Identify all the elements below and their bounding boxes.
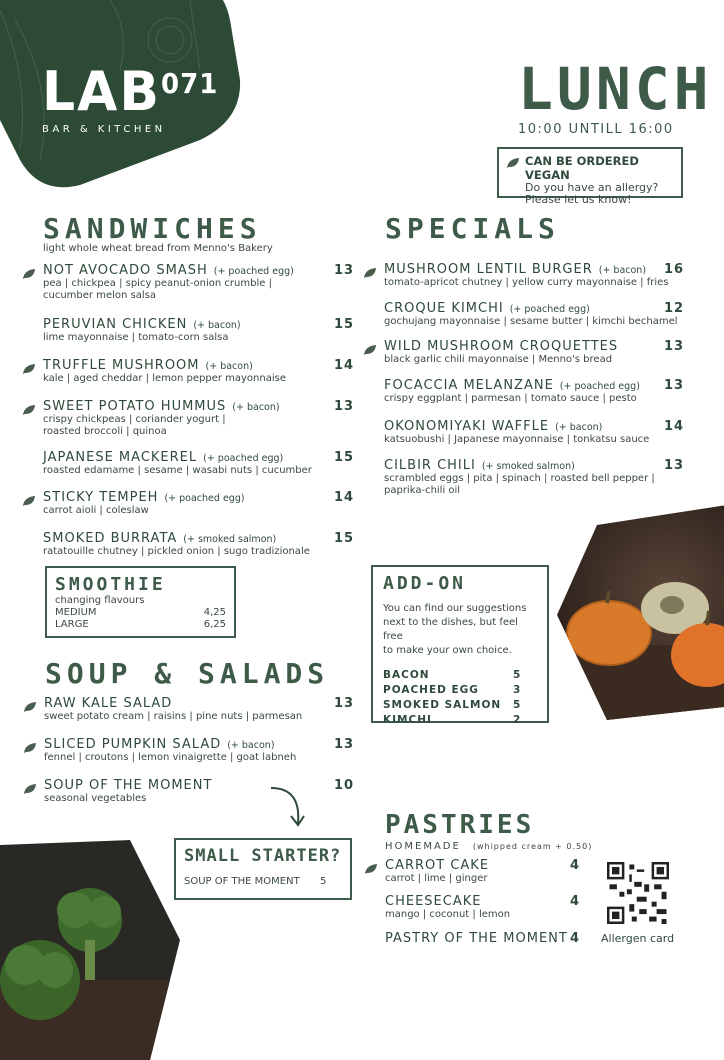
menu-item-addon: (+ bacon) [193, 320, 241, 331]
menu-item-name: MUSHROOM LENTIL BURGER (+ bacon) [384, 262, 647, 277]
addon-row: KIMCHI 2 [383, 714, 522, 726]
menu-item-name: CARROT CAKE [385, 858, 490, 873]
smoothie-row: MEDIUM 4,25 [55, 607, 226, 618]
soups-title: SOUP & SALADS [45, 657, 330, 690]
arrow-icon [266, 783, 316, 833]
menu-item-price: 13 [664, 339, 685, 354]
addon-row: BACON 5 [383, 669, 522, 681]
page-title: LUNCH [518, 55, 713, 123]
menu-item-desc: scrambled eggs | pita | spinach | roasted bell pepper | [384, 473, 655, 484]
menu-item-price: 4 [570, 894, 581, 909]
menu-item-name: SWEET POTATO HUMMUS (+ bacon) [43, 399, 280, 414]
menu-item [43, 317, 241, 344]
leaf-icon [22, 401, 36, 413]
smoothie-box [45, 566, 236, 638]
small-starter-row: SOUP OF THE MOMENT 5 [184, 876, 327, 887]
menu-item-price: 4 [570, 931, 581, 946]
menu-item-desc: roasted edamame | sesame | wasabi nuts | cucumber [43, 465, 312, 476]
menu-item-desc: kale | aged cheddar | lemon pepper mayonnaise [43, 373, 286, 384]
sandwiches-title: SANDWICHES [43, 212, 262, 245]
menu-item-addon: (+ poached egg) [213, 266, 294, 277]
menu-item [384, 339, 618, 366]
menu-item [385, 894, 510, 921]
menu-item-addon: (+ bacon) [227, 740, 275, 751]
specials-title: SPECIALS [385, 212, 560, 245]
menu-item-price: 16 [664, 262, 685, 277]
menu-item-name: CILBIR CHILI (+ smoked salmon) [384, 458, 575, 473]
menu-item-addon: (+ poached egg) [203, 453, 284, 464]
menu-item-addon: (+ poached egg) [559, 381, 640, 392]
menu-item-price: 14 [334, 358, 355, 373]
addon-row: POACHED EGG 3 [383, 684, 522, 696]
menu-item-name: SLICED PUMPKIN SALAD (+ bacon) [44, 737, 275, 752]
vegan-note-line2: Please let us know! [525, 193, 632, 206]
menu-item-addon: (+ bacon) [232, 402, 280, 413]
menu-item-name: FOCACCIA MELANZANE (+ poached egg) [384, 378, 640, 393]
leaf-icon [363, 264, 377, 276]
menu-item-desc: gochujang mayonnaise | sesame butter | kimchi bechamel [384, 316, 678, 327]
menu-item-price: 14 [334, 490, 355, 505]
menu-item [384, 419, 649, 446]
menu-item-desc: sweet potato cream | raisins | pine nuts | parmesan [44, 711, 303, 722]
menu-item-name: CHEESECAKE [385, 894, 482, 909]
allergen-card-label[interactable]: Allergen card [601, 932, 675, 945]
menu-item-desc: lime mayonnaise | tomato-corn salsa [43, 332, 229, 343]
menu-item-price: 13 [334, 399, 355, 414]
menu-item-price: 13 [334, 696, 355, 711]
menu-item-desc: pea | chickpea | spicy peanut-onion crumble | [43, 278, 272, 289]
pumpkin-photo [557, 505, 724, 720]
leaf-icon [364, 860, 378, 872]
menu-item-desc: seasonal vegetables [44, 793, 147, 804]
menu-item [43, 263, 294, 302]
menu-item-addon: (+ smoked salmon) [481, 461, 575, 472]
menu-item-name: SOUP OF THE MOMENT [44, 778, 213, 793]
menu-item [44, 737, 296, 764]
addon-text: You can find our suggestions [383, 603, 527, 614]
menu-item-name: PASTRY OF THE MOMENT [385, 931, 568, 946]
menu-item [43, 490, 245, 517]
addon-text: next to the dishes, but feel free [383, 617, 518, 642]
smoothie-row: LARGE 6,25 [55, 619, 226, 630]
addon-title: ADD-ON [383, 573, 467, 594]
menu-item-name: TRUFFLE MUSHROOM (+ bacon) [43, 358, 253, 373]
menu-item [384, 301, 678, 328]
menu-item-name: STICKY TEMPEH (+ poached egg) [43, 490, 245, 505]
small-starter-title: SMALL STARTER? [184, 846, 342, 866]
menu-item [43, 358, 286, 385]
menu-item-addon: (+ bacon) [555, 422, 603, 433]
smoothie-title: SMOOTHIE [55, 574, 166, 595]
menu-item-desc: black garlic chili mayonnaise | Menno's bread [384, 354, 613, 365]
vegan-note [497, 147, 683, 206]
leaf-icon [363, 341, 377, 353]
menu-item [44, 696, 302, 723]
broccoli-photo [0, 840, 190, 1060]
logo: LAB$^{071}$ [42, 60, 219, 124]
sandwiches-subtitle: light whole wheat bread from Menno's Bakery [43, 243, 273, 254]
menu-item-desc: mango | coconut | lemon [385, 909, 511, 920]
menu-item [43, 531, 310, 558]
menu-item-desc: fennel | croutons | lemon vinaigrette | goat labneh [44, 752, 297, 763]
logo-subtitle: BAR & KITCHEN [42, 124, 166, 135]
leaf-icon [23, 739, 37, 751]
menu-item-price: 15 [334, 531, 355, 546]
menu-item-name: JAPANESE MACKEREL (+ poached egg) [43, 450, 284, 465]
menu-item-price: 12 [664, 301, 685, 316]
menu-item-name: WILD MUSHROOM CROQUETTES [384, 339, 619, 354]
menu-item [43, 450, 312, 477]
pastries-note: (whipped cream + 0.50) [472, 842, 593, 851]
menu-item-addon: (+ poached egg) [164, 493, 245, 504]
menu-item [385, 931, 568, 946]
menu-item-desc: carrot | lime | ginger [385, 873, 488, 884]
leaf-icon [506, 157, 520, 169]
menu-item-desc: crispy chickpeas | coriander yogurt | [43, 414, 226, 425]
menu-item-price: 10 [334, 778, 355, 793]
menu-item-desc: katsuobushi | Japanese mayonnaise | tonkatsu sauce [384, 434, 650, 445]
menu-item-addon: (+ bacon) [598, 265, 647, 276]
menu-item [43, 399, 280, 438]
menu-item-desc: crispy eggplant | parmesan | tomato sauce | pesto [384, 393, 637, 404]
leaf-icon [22, 265, 36, 277]
vegan-note-line1: Do you have an allergy? [525, 181, 659, 194]
leaf-icon [22, 360, 36, 372]
menu-item-desc: tomato-apricot chutney | yellow curry mayonnaise | fries [384, 277, 669, 288]
menu-item-name: PERUVIAN CHICKEN (+ bacon) [43, 317, 241, 332]
menu-item [384, 458, 655, 497]
opening-hours: 10:00 UNTILL 16:00 [518, 122, 674, 137]
menu-item-price: 14 [664, 419, 685, 434]
menu-item [44, 778, 212, 805]
menu-item-name: RAW KALE SALAD [44, 696, 173, 711]
qr-code[interactable] [607, 862, 669, 924]
smoothie-subtitle: changing flavours [55, 595, 145, 606]
menu-item [384, 378, 640, 405]
addon-row: SMOKED SALMON 5 [383, 699, 522, 711]
menu-item-price: 15 [334, 317, 355, 332]
menu-item-name: CROQUE KIMCHI (+ poached egg) [384, 301, 590, 316]
small-starter-box [174, 838, 352, 900]
menu-item [385, 858, 489, 885]
menu-item-addon: (+ smoked salmon) [183, 534, 277, 545]
menu-item [384, 262, 668, 289]
menu-item-price: 13 [664, 378, 685, 393]
pastries-subtitle: HOMEMADE (whipped cream + 0.50) [385, 841, 593, 852]
pastries-title: PASTRIES [385, 810, 535, 840]
menu-item-addon: (+ poached egg) [509, 304, 590, 315]
menu-item-addon: (+ bacon) [205, 361, 253, 372]
menu-item-price: 13 [334, 737, 355, 752]
leaf-icon [22, 492, 36, 504]
leaf-icon [23, 780, 37, 792]
menu-item-price: 15 [334, 450, 355, 465]
addon-text: to make your own choice. [383, 645, 512, 656]
vegan-note-title: CAN BE ORDERED VEGAN [525, 154, 639, 182]
menu-item-desc: roasted broccoli | quinoa [43, 426, 167, 437]
menu-item-price: 13 [664, 458, 685, 473]
menu-item-name: SMOKED BURRATA (+ smoked salmon) [43, 531, 277, 546]
menu-item-desc: paprika-chili oil [384, 485, 461, 496]
menu-item-price: 4 [570, 858, 581, 873]
menu-item-desc: ratatouille chutney | pickled onion | sugo tradizionale [43, 546, 310, 557]
menu-item-desc: cucumber melon salsa [43, 290, 156, 301]
menu-item-name: OKONOMIYAKI WAFFLE (+ bacon) [384, 419, 603, 434]
menu-item-name: NOT AVOCADO SMASH (+ poached egg) [43, 263, 294, 278]
menu-item-price: 13 [334, 263, 355, 278]
menu-item-desc: carrot aioli | coleslaw [43, 505, 149, 516]
leaf-icon [23, 698, 37, 710]
addon-box [371, 565, 549, 726]
